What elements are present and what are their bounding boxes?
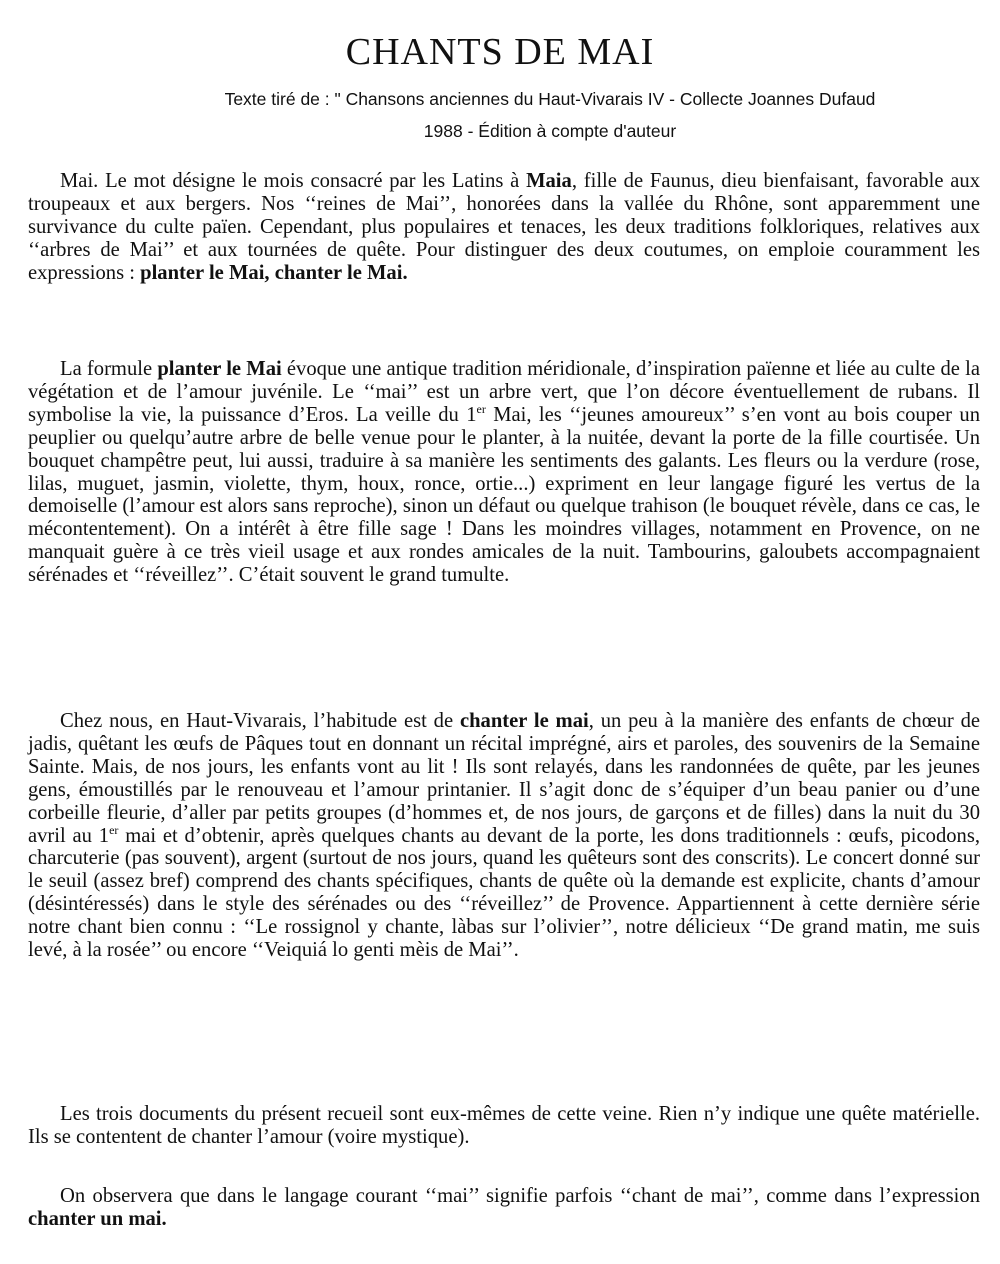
paragraph-text: La formule [60, 358, 158, 380]
bold-term: planter le Mai [157, 358, 282, 380]
superscript: er [109, 822, 119, 837]
source-line-1: Texte tiré de : " Chansons anciennes du Haut-Vivarais IV - Collecte Joannes Dufaud [224, 89, 876, 109]
paragraph-1 [28, 170, 980, 285]
paragraph-text: évoque une antique tradition méridionale, d’inspiration païenne et liée au culte de la végétation et de l’amour juvénile. Le ‘‘mai’’ est un arbre vert, que l’on décore éventuellement de rubans. Il symbolise la vie, la puissance d’Eros. La veille du 1 [28, 358, 980, 426]
paragraph-text: Mai, les ‘‘jeunes amoureux’’ s’en vont au bois couper un peuplier ou quelqu’autre arbre de belle venue pour le planter, à la nuitée, devant la porte de la fille courtisée. Un bouquet champêtre peut, lui aussi, traduire à sa manière les sentiments des galants. Les fleurs ou la verdure (rose, lilas, muguet, jasmin, violette, thym, houx, ronce, ortie...) expriment en leur langage figuré les vertus de la demoiselle (l’amour est alors sans reproche), sinon un défaut ou quelque trahison (le bouquet révèle, dans ce cas, le mécontentement). On a intérêt à être fille sage ! Dans les moindres villages, notamment en Provence, on ne manquait guère à ce très vieil usage et aux rondes amicales de la nuit. Tambourins, galoubets accompagnaient sérénades et ‘‘réveillez’’. C’était souvent le grand tumulte. [28, 403, 980, 587]
paragraph-text: Chez nous, en Haut-Vivarais, l’habitude est de [60, 710, 460, 732]
paragraph-text: Mai. Le mot désigne le mois consacré par les Latins à [60, 170, 527, 192]
paragraph-text: Les trois documents du présent recueil sont eux-mêmes de cette veine. Rien n’y indique une quête matérielle. Ils se contentent de chanter l’amour (voire mystique). [28, 1103, 980, 1148]
paragraph-text: mai et d’obtenir, après quelques chants au devant de la porte, les dons traditionnels : œufs, picodons, charcuterie (pas souvent), argent (surtout de nos jours, quand les quêteurs sont des conscrits). Le concert donné sur le seuil (assez bref) comprend des chants spécifiques, chants de quête où la demande est explicite, chants d’amour (désintéressés) dans le style des sérénades ou des ‘‘réveillez’’ de Provence. Appartiennent à cette dernière série notre chant bien connu : ‘‘Le rossignol y chante, làbas sur l’olivier’’, notre délicieux ‘‘De grand matin, me suis levé, à la rosée’’ ou encore ‘‘Veiquiá lo genti mèis de Mai’’. [28, 824, 980, 962]
paragraph-4 [28, 1103, 980, 1149]
paragraph-2 [28, 358, 980, 587]
paragraph-text: On observera que dans le langage courant ‘‘mai’’ signifie parfois ‘‘chant de mai’’, comme dans l’expression [60, 1185, 980, 1207]
bold-term: chanter un mai. [28, 1207, 167, 1230]
bold-term: Maia [526, 170, 572, 192]
bold-term: chanter le mai [459, 710, 589, 732]
superscript: er [476, 401, 486, 416]
paragraph-3 [28, 710, 980, 962]
paragraph-5 [28, 1185, 980, 1231]
page-title: CHANTS DE MAI [345, 31, 655, 73]
source-line-2: 1988 - Édition à compte d'auteur [423, 121, 677, 141]
paragraph-text: , un peu à la manière des enfants de chœur de jadis, quêtant les œufs de Pâques tout en donnant un récital imprégné, airs et paroles, des souvenirs de la Semaine Sainte. Mais, de nos jours, les enfants vont au lit ! Ils sont relayés, dans les randonnées de quête, par les jeunes gens, émoustillés par le renouveau et l’amour printanier. Il s’agit donc de s’équiper d’un beau panier ou d’une corbeille fleurie, d’aller par petits groupes (d’hommes et, de nos jours, de garçons et de filles) dans la nuit du 30 avril au 1 [28, 710, 981, 847]
paragraph-text: , fille de Faunus, dieu bienfaisant, favorable aux troupeaux et aux bergers. Nos ‘‘reines de Mai’’, honorées dans la vallée du Rhône, sont apparemment une survivance du culte païen. Cependant, plus populaires et tenaces, les deux traditions folkloriques, relatives aux ‘‘arbres de Mai’’ et aux tournées de quête. Pour distinguer des deux coutumes, on emploie couramment les expressions : [28, 170, 980, 284]
bold-term: planter le Mai, chanter le Mai. [140, 261, 408, 284]
